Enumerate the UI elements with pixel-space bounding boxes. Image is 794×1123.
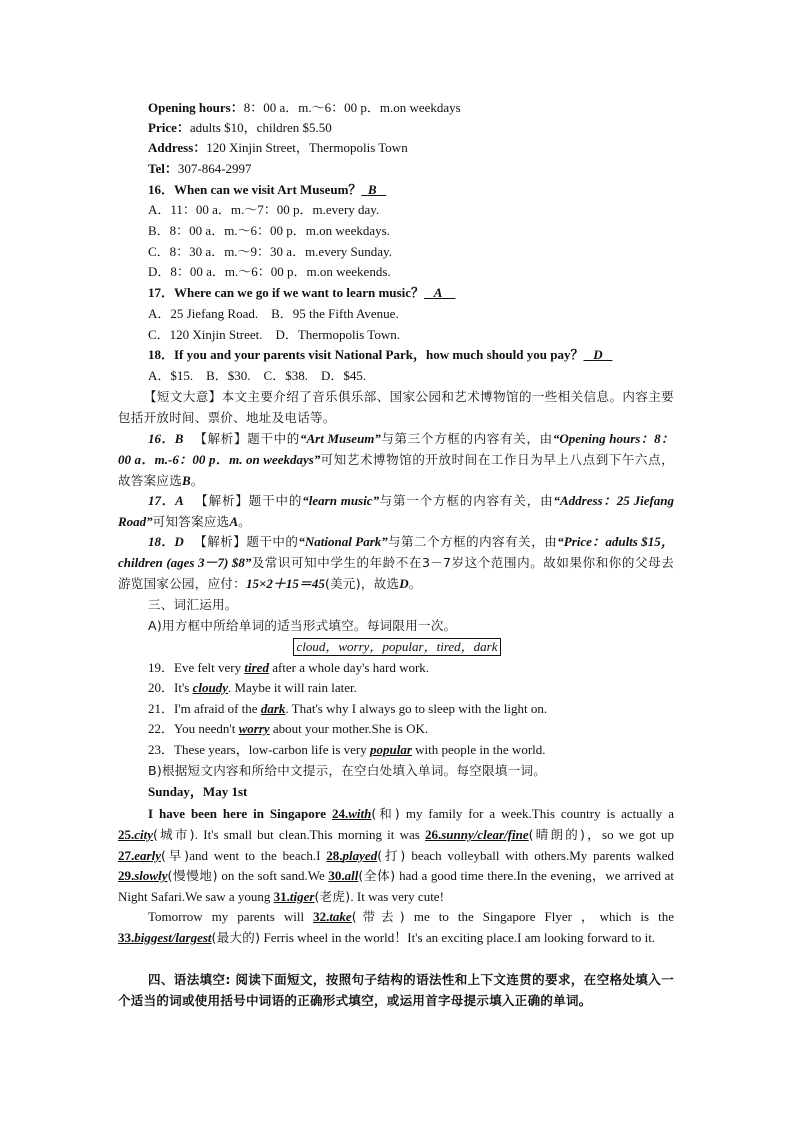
blank-25-hint: (城市): [153, 826, 195, 842]
diary-p1-lead: I have been here in Singapore: [148, 806, 332, 821]
blank-32: [313, 909, 352, 924]
blank-30-num: 30.: [328, 868, 345, 884]
blank-30: [328, 868, 358, 883]
analysis-17-t4: 。: [238, 513, 251, 529]
blank-33-answer: biggest/largest: [134, 929, 212, 945]
analysis-17-tag: 【解析】: [195, 493, 249, 508]
vocab-23-post: with people in the world.: [411, 742, 546, 757]
analysis-16-tag: 【解析】: [194, 431, 248, 446]
analysis-18-t5: 。: [408, 575, 422, 591]
vocab-22-pre: 22．You needn't: [148, 721, 239, 736]
blank-25: [118, 827, 153, 842]
q16-option-b: B．8：00 a．m.～6：00 p．m.on weekdays.: [148, 223, 390, 238]
analysis-18-k2: “Price：adults $15，children (ages 3－7) $8”: [118, 534, 675, 570]
analysis-18-k4: D: [399, 575, 409, 591]
analysis-16-k1: “Art Museum”: [299, 431, 381, 446]
analysis-16-t4: 。: [190, 472, 204, 488]
analysis-18-k1: “National Park”: [298, 534, 388, 549]
summary-label: 【短文大意】: [144, 389, 222, 404]
tel-value: 307-864-2997: [177, 161, 252, 176]
diary-s1: my family for a week.This country is actually a: [399, 806, 674, 821]
summary-text: 本文主要介绍了音乐俱乐部、国家公园和艺术博物馆的一些相关信息。内容主要包括开放时间、票价、地址及电话等。: [118, 389, 674, 425]
analysis-16-t2: 与第三个方框的内容有关，由: [380, 431, 553, 446]
analysis-16-head: 16．B: [148, 431, 184, 446]
blank-27-hint: (早): [160, 847, 190, 863]
blank-24-answer: with: [348, 806, 372, 821]
vocab-21-pre: 21．I'm afraid of the: [148, 701, 261, 716]
vocab-19-pre: 19．Eve felt very: [148, 660, 245, 675]
vocab-20-post: . Maybe it will rain later.: [227, 680, 357, 695]
tel-line: [148, 159, 794, 179]
blank-29-num: 29.: [118, 868, 135, 884]
diary-s4: and went to the beach.I: [189, 847, 327, 863]
q18-options-line: A．$15. B．$30. C．$38. D．$45.: [148, 368, 367, 383]
blank-28-hint: (打): [377, 847, 406, 863]
blank-31-answer: tiger: [289, 889, 315, 905]
analysis-16-t1: 题干中的: [247, 431, 300, 446]
blank-28: [326, 848, 377, 863]
opening-hours-line: [148, 98, 794, 118]
blank-33: [118, 930, 212, 945]
question-18-stem: [148, 345, 794, 365]
blank-32-answer: take: [329, 909, 352, 924]
blank-27-answer: early: [134, 847, 161, 863]
analysis-16: [118, 429, 674, 491]
vocab-item-23: [148, 740, 794, 760]
analysis-17-t3: 可知答案应选: [152, 513, 230, 529]
q18-answer: [583, 347, 612, 362]
blank-31-hint: (老虎): [314, 889, 351, 905]
blank-25-num: 25.: [118, 826, 135, 842]
vocab-22-post: about your mother.She is OK.: [269, 721, 429, 736]
blank-24-num: 24.: [332, 806, 349, 821]
diary-paragraph-2: [118, 907, 674, 949]
q17-stem-text: 17．Where can we go if we want to learn music？: [148, 285, 424, 300]
vocab-23-answer: popular: [370, 742, 412, 757]
blank-29-hint: (慢慢地): [167, 868, 218, 884]
blank-27-num: 27.: [118, 847, 135, 863]
q16-option-d: D．8：00 a．m.～6：00 p．m.on weekends.: [148, 264, 391, 279]
analysis-16-k2: “Opening hours：8：00 a．m.-6：00 p．m. on weekdays”: [118, 431, 674, 467]
blank-24-hint: (和): [371, 806, 400, 821]
price-line: [148, 118, 794, 138]
q16-answer-letter: B: [367, 182, 377, 197]
blank-30-hint: (全体): [358, 868, 396, 884]
diary-date-text: Sunday，May 1st: [148, 784, 248, 799]
diary-s2: . It's small but clean.This morning it was: [194, 826, 425, 842]
section-3-part-b: B)根据短文内容和所给中文提示，在空白处填入单词。每空限填一词。: [148, 763, 547, 778]
diary-s3: ，so we got up: [585, 826, 674, 842]
blank-26-answer: sunny/clear/fine: [441, 826, 529, 842]
vocab-19-post: after a whole day's hard work.: [268, 660, 430, 675]
section-4-instructions: [118, 970, 674, 1012]
q16-stem-text: 16．When can we visit Art Museum？: [148, 182, 362, 197]
vocab-22-answer: worry: [238, 721, 270, 736]
vocab-item-22: [148, 719, 794, 739]
opening-value: 8：00 a．m.～6：00 p．m.on weekdays: [243, 100, 461, 115]
analysis-17-k1: “learn music”: [302, 493, 380, 508]
analysis-18-t1: 题干中的: [246, 534, 299, 549]
tel-label: Tel：: [148, 161, 178, 176]
blank-31-num: 31.: [273, 889, 290, 905]
question-17-stem: [148, 283, 794, 303]
summary-paragraph: [118, 387, 674, 429]
blank-32-hint: (带去): [351, 909, 405, 924]
q17-options-line2: C．120 Xinjin Street. D．Thermopolis Town.: [148, 327, 400, 342]
vocab-item-21: [148, 699, 794, 719]
section-3-title: 三、词汇运用。: [148, 597, 238, 612]
diary-s6: on the soft sand.We: [217, 868, 329, 884]
analysis-16-k3: B: [182, 472, 191, 488]
vocab-21-post: . That's why I always go to sleep with the light on.: [285, 701, 548, 716]
q17-answer-letter: A: [433, 285, 443, 300]
blank-26-num: 26.: [424, 826, 442, 842]
q16-answer: [361, 182, 386, 197]
analysis-17-head: 17．A: [148, 493, 184, 508]
section-4-text: 四、语法填空: 阅读下面短文，按照句子结构的语法性和上下文连贯的要求，在空格处填入一个适当的词或使用括号中词语的正确形式填空，或运用首字母提示填入正确的单词。: [118, 972, 674, 1008]
diary-p2b: me to the Singapore Flyer ，which is the: [404, 909, 674, 924]
blank-25-answer: city: [134, 826, 154, 842]
blank-31: [274, 889, 315, 904]
opening-label: Opening hours：: [148, 100, 244, 115]
analysis-16-t3: 可知艺术博物馆的开放时间在工作日为早上八点到下午六点，故答案应选: [118, 451, 675, 488]
price-label: Price：: [148, 120, 190, 135]
vocab-item-20: [148, 678, 794, 698]
diary-s8: . It was very cute!: [350, 889, 444, 905]
word-box-row: [0, 637, 794, 657]
vocab-19-answer: tired: [244, 660, 269, 675]
blank-28-num: 28.: [326, 847, 343, 863]
analysis-18-tag: 【解析】: [194, 534, 247, 549]
address-label: Address：: [148, 140, 207, 155]
blank-29-answer: slowly: [134, 868, 168, 884]
analysis-17-k2: “Address：25 Jiefang Road”: [118, 493, 675, 529]
q16-option-c: C．8：30 a．m.～9：30 a．m.every Sunday.: [148, 244, 392, 259]
blank-30-answer: all: [344, 868, 359, 884]
diary-p2a: Tomorrow my parents will: [148, 909, 314, 924]
blank-33-hint: (最大的): [211, 929, 261, 945]
q17-options-line1: A．25 Jiefang Road. B．95 the Fifth Avenue.: [148, 306, 399, 321]
blank-33-num: 33.: [118, 929, 135, 945]
analysis-18-t3: 及常识可知中学生的年龄不在3－7岁这个范围内。故如果你和你的父母去游览国家公园，应付：: [118, 554, 674, 591]
blank-24: [332, 806, 371, 821]
address-line: [148, 138, 794, 158]
blank-26: [425, 827, 529, 842]
diary-s5: beach volleyball with others.My parents walked: [405, 847, 674, 863]
section-3-part-a: A)用方框中所给单词的适当形式填空。每词限用一次。: [148, 618, 457, 633]
analysis-18-head: 18．D: [148, 534, 184, 549]
q18-answer-letter: D: [593, 347, 603, 362]
analysis-18-t2: 与第二个方框的内容有关，由: [387, 534, 558, 549]
analysis-17-t2: 与第一个方框的内容有关，由: [379, 493, 554, 508]
diary-paragraph-1: [118, 804, 674, 908]
price-value: adults $10，children $5.50: [189, 120, 332, 135]
analysis-17-k3: A: [229, 513, 239, 529]
vocab-21-answer: dark: [260, 701, 286, 716]
q16-option-a: A．11：00 a．m.～7：00 p．m.every day.: [148, 202, 380, 217]
blank-27: [118, 848, 161, 863]
question-16-stem: [148, 180, 794, 200]
vocab-20-pre: 20．It's: [148, 680, 193, 695]
vocab-20-answer: cloudy: [192, 680, 228, 695]
analysis-17: [118, 491, 674, 533]
address-value: 120 Xinjin Street，Thermopolis Town: [206, 140, 408, 155]
analysis-18-k3: 15×2＋15＝45: [246, 575, 325, 591]
q17-answer: [424, 285, 455, 300]
diary-date: [148, 782, 794, 802]
diary-s7: had a good time there.In the evening，we arrived at Night Safari.We saw a young: [118, 868, 674, 905]
analysis-17-t1: 题干中的: [248, 493, 303, 508]
blank-32-num: 32.: [313, 909, 330, 924]
analysis-18: [118, 532, 674, 594]
diary-p2c: Ferris wheel in the world！It's an exciting place.I am looking forward to it.: [260, 929, 656, 945]
analysis-18-t4: (美元)，故选: [324, 575, 400, 591]
vocab-item-19: [148, 658, 794, 678]
q18-stem-text: 18．If you and your parents visit National Park，how much should you pay？: [148, 347, 584, 362]
vocab-23-pre: 23．These years，low-carbon life is very: [148, 742, 371, 757]
blank-28-answer: played: [342, 847, 378, 863]
blank-29: [118, 868, 167, 883]
blank-26-hint: (晴朗的): [528, 826, 586, 842]
word-box: cloud，worry，popular，tired，dark: [293, 638, 500, 656]
